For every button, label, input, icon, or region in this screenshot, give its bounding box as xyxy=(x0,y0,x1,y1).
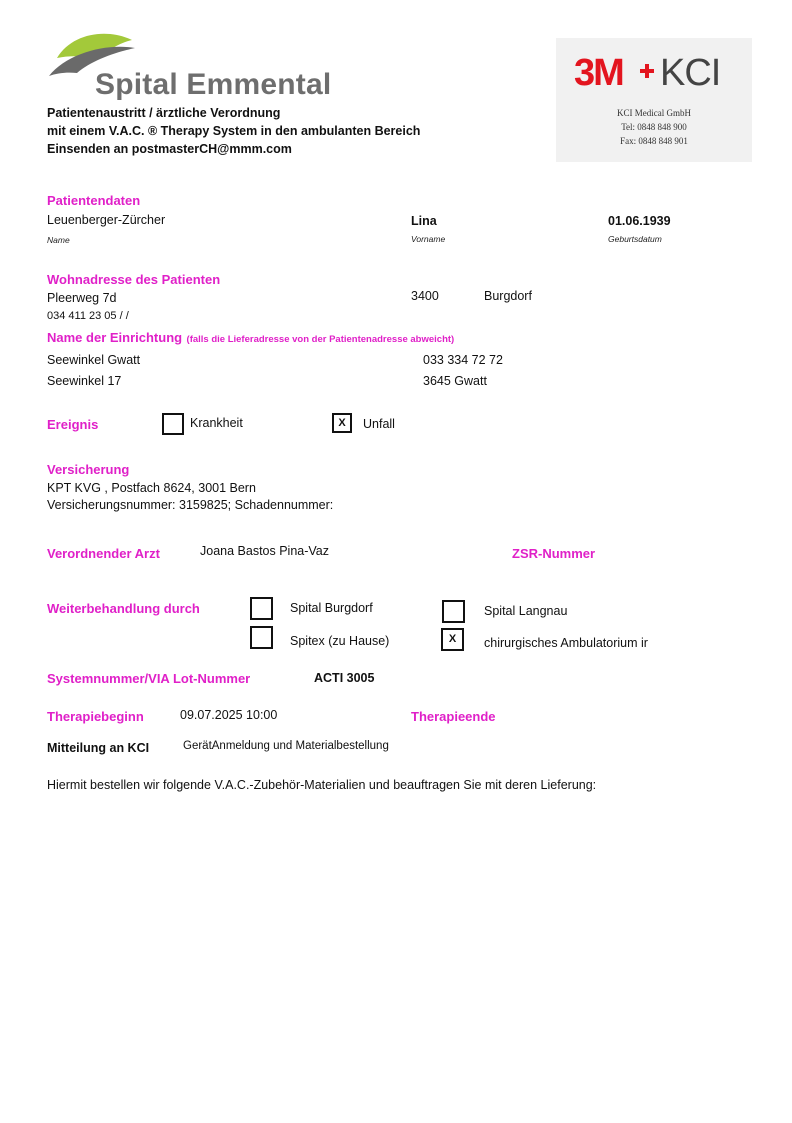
followup-opt4-checkbox[interactable]: X xyxy=(441,628,464,651)
followup-opt4-label: chirurgisches Ambulatorium ir xyxy=(484,636,648,650)
institution-phone: 033 334 72 72 xyxy=(423,353,503,367)
therapy-start-label: Therapiebeginn xyxy=(47,709,144,724)
institution-section-header xyxy=(47,329,454,347)
followup-opt2-checkbox[interactable] xyxy=(442,600,465,623)
followup-opt3-checkbox[interactable] xyxy=(250,626,273,649)
title-line-1: Patientenaustritt / ärztliche Verordnung xyxy=(47,106,281,120)
title-line-3: Einsenden an postmasterCH@mmm.com xyxy=(47,142,292,156)
patient-section-label: Patientendaten xyxy=(47,193,141,208)
order-text: Hiermit bestellen wir folgende V.A.C.-Zubehör-Materialien und beauftragen Sie mit deren Lieferung: xyxy=(47,778,597,792)
patient-last-name: Leuenberger-Zürcher xyxy=(47,213,166,227)
doctor-name: Joana Bastos Pina-Vaz xyxy=(200,544,330,558)
followup-section-label: Weiterbehandlung durch xyxy=(47,601,200,616)
birth-caption: Geburtsdatum xyxy=(608,234,662,244)
therapy-end-label: Therapieende xyxy=(411,709,496,724)
institution-street: Seewinkel 17 xyxy=(47,374,122,388)
followup-opt1-label: Spital Burgdorf xyxy=(290,601,373,615)
patient-birth-date: 01.06.1939 xyxy=(608,214,671,228)
followup-opt2-label: Spital Langnau xyxy=(484,604,568,618)
illness-checkbox[interactable] xyxy=(162,413,184,435)
accident-label: Unfall xyxy=(363,417,395,431)
institution-section-label: Name der Einrichtung xyxy=(47,330,183,345)
kci-logo-block xyxy=(556,38,752,162)
patient-first-name: Lina xyxy=(411,214,437,228)
message-label: Mitteilung an KCI xyxy=(47,741,150,755)
system-section-label: Systemnummer/VIA Lot-Nummer xyxy=(47,671,251,686)
insurance-line-2: Versicherungsnummer: 3159825; Schadennummer: xyxy=(47,498,334,512)
address-city: Burgdorf xyxy=(484,289,532,303)
event-section-label: Ereignis xyxy=(47,417,99,432)
address-section-label: Wohnadresse des Patienten xyxy=(47,272,221,287)
institution-name: Seewinkel Gwatt xyxy=(47,353,141,367)
illness-label: Krankheit xyxy=(190,416,243,430)
system-value: ACTI 3005 xyxy=(314,671,375,685)
last-name-caption: Name xyxy=(47,235,70,245)
insurance-line-1: KPT KVG , Postfach 8624, 3001 Bern xyxy=(47,481,256,495)
accident-checkbox[interactable]: X xyxy=(332,413,352,433)
followup-opt3-label: Spitex (zu Hause) xyxy=(290,634,390,648)
brand-3m: 3M xyxy=(574,52,623,94)
doctor-section-label: Verordnender Arzt xyxy=(47,546,160,561)
message-value: GerätAnmeldung und Materialbestellung xyxy=(183,740,389,752)
therapy-start-value: 09.07.2025 10:00 xyxy=(180,708,278,722)
address-street: Pleerweg 7d xyxy=(47,291,117,305)
address-phone: 034 411 23 05 / / xyxy=(47,310,129,322)
followup-opt1-checkbox[interactable] xyxy=(250,597,273,620)
kci-company: KCI Medical GmbH xyxy=(617,108,691,118)
insurance-section-label: Versicherung xyxy=(47,462,130,477)
kci-tel: Tel: 0848 848 900 xyxy=(621,122,687,132)
institution-section-note: (falls die Lieferadresse von der Patientenadresse abweicht) xyxy=(186,334,455,345)
plus-icon xyxy=(640,64,654,78)
institution-zip-city: 3645 Gwatt xyxy=(423,374,487,388)
first-name-caption: Vorname xyxy=(411,234,446,244)
brand-kci: KCI xyxy=(660,52,721,94)
address-zip: 3400 xyxy=(411,289,439,303)
kci-fax: Fax: 0848 848 901 xyxy=(620,136,688,146)
zsr-label: ZSR-Nummer xyxy=(512,546,596,561)
title-line-2: mit einem V.A.C. ® Therapy System in den ambulanten Bereich xyxy=(47,124,421,138)
logo-left-text: Spital Emmental xyxy=(95,68,332,101)
